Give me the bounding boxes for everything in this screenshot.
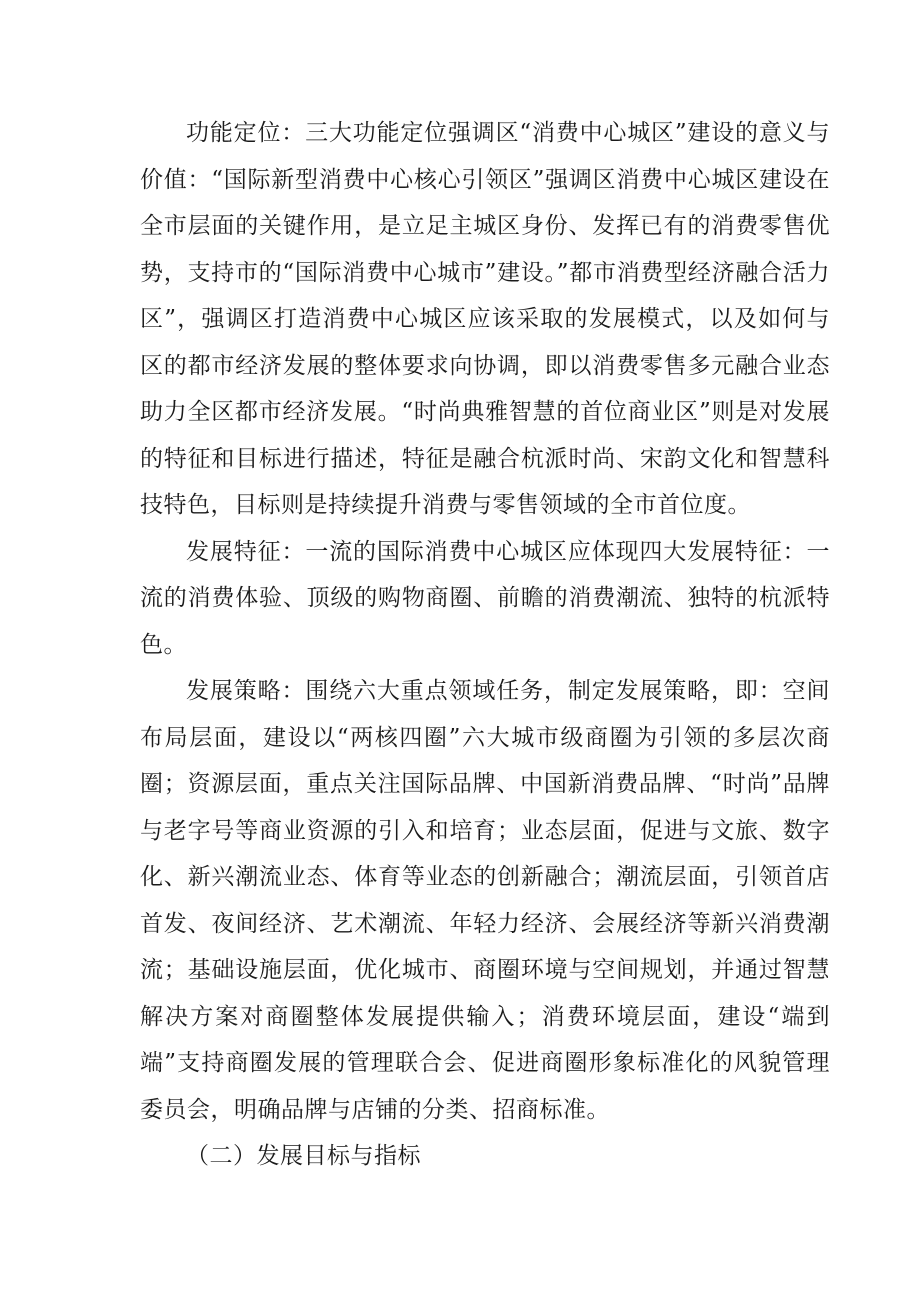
paragraph-development-features: 发展特征：一流的国际消费中心城区应体现四大发展特征：一流的消费体验、顶级的购物商圈、前瞻的消费潮流、独特的杭派特色。 [140,538,830,658]
document-page [140,110,830,1180]
paragraph-function-positioning: 功能定位：三大功能定位强调区“消费中心城区”建设的意义与价值：“国际新型消费中心核心引领区”强调区消费中心城区建设在全市层面的关键作用，是立足主城区身份、发挥已有的消费零售优势，支持市的“国际消费中心城市”建设。”都市消费型经济融合活力区”，强调区打造消费中心城区应该采取的发展模式，以及如何与区的都市经济发展的整体要求向协调，即以消费零售多元融合业态助力全区都市经济发展。“时尚典雅智慧的首位商业区”则是对发展的特征和目标进行描述，特征是融合杭派时尚、宋韵文化和智慧科技特色，目标则是持续提升消费与零售领域的全市首位度。 [140,120,830,518]
paragraph-development-strategy: 发展策略：围绕六大重点领域任务，制定发展策略，即：空间布局层面，建设以“两核四圈”六大城市级商圈为引领的多层次商圈；资源层面，重点关注国际品牌、中国新消费品牌、“时尚”品牌与老字号等商业资源的引入和培育；业态层面，促进与文旅、数字化、新兴潮流业态、体育等业态的创新融合；潮流层面，引领首店首发、夜间经济、艺术潮流、年轻力经济、会展经济等新兴消费潮流；基础设施层面，优化城市、商圈环境与空间规划，并通过智慧解决方案对商圈整体发展提供输入；消费环境层面，建设“端到端”支持商圈发展的管理联合会、促进商圈形象标准化的风貌管理委员会，明确品牌与店铺的分类、招商标准。 [140,678,830,1123]
section-heading: （二）发展目标与指标 [186,1143,421,1169]
